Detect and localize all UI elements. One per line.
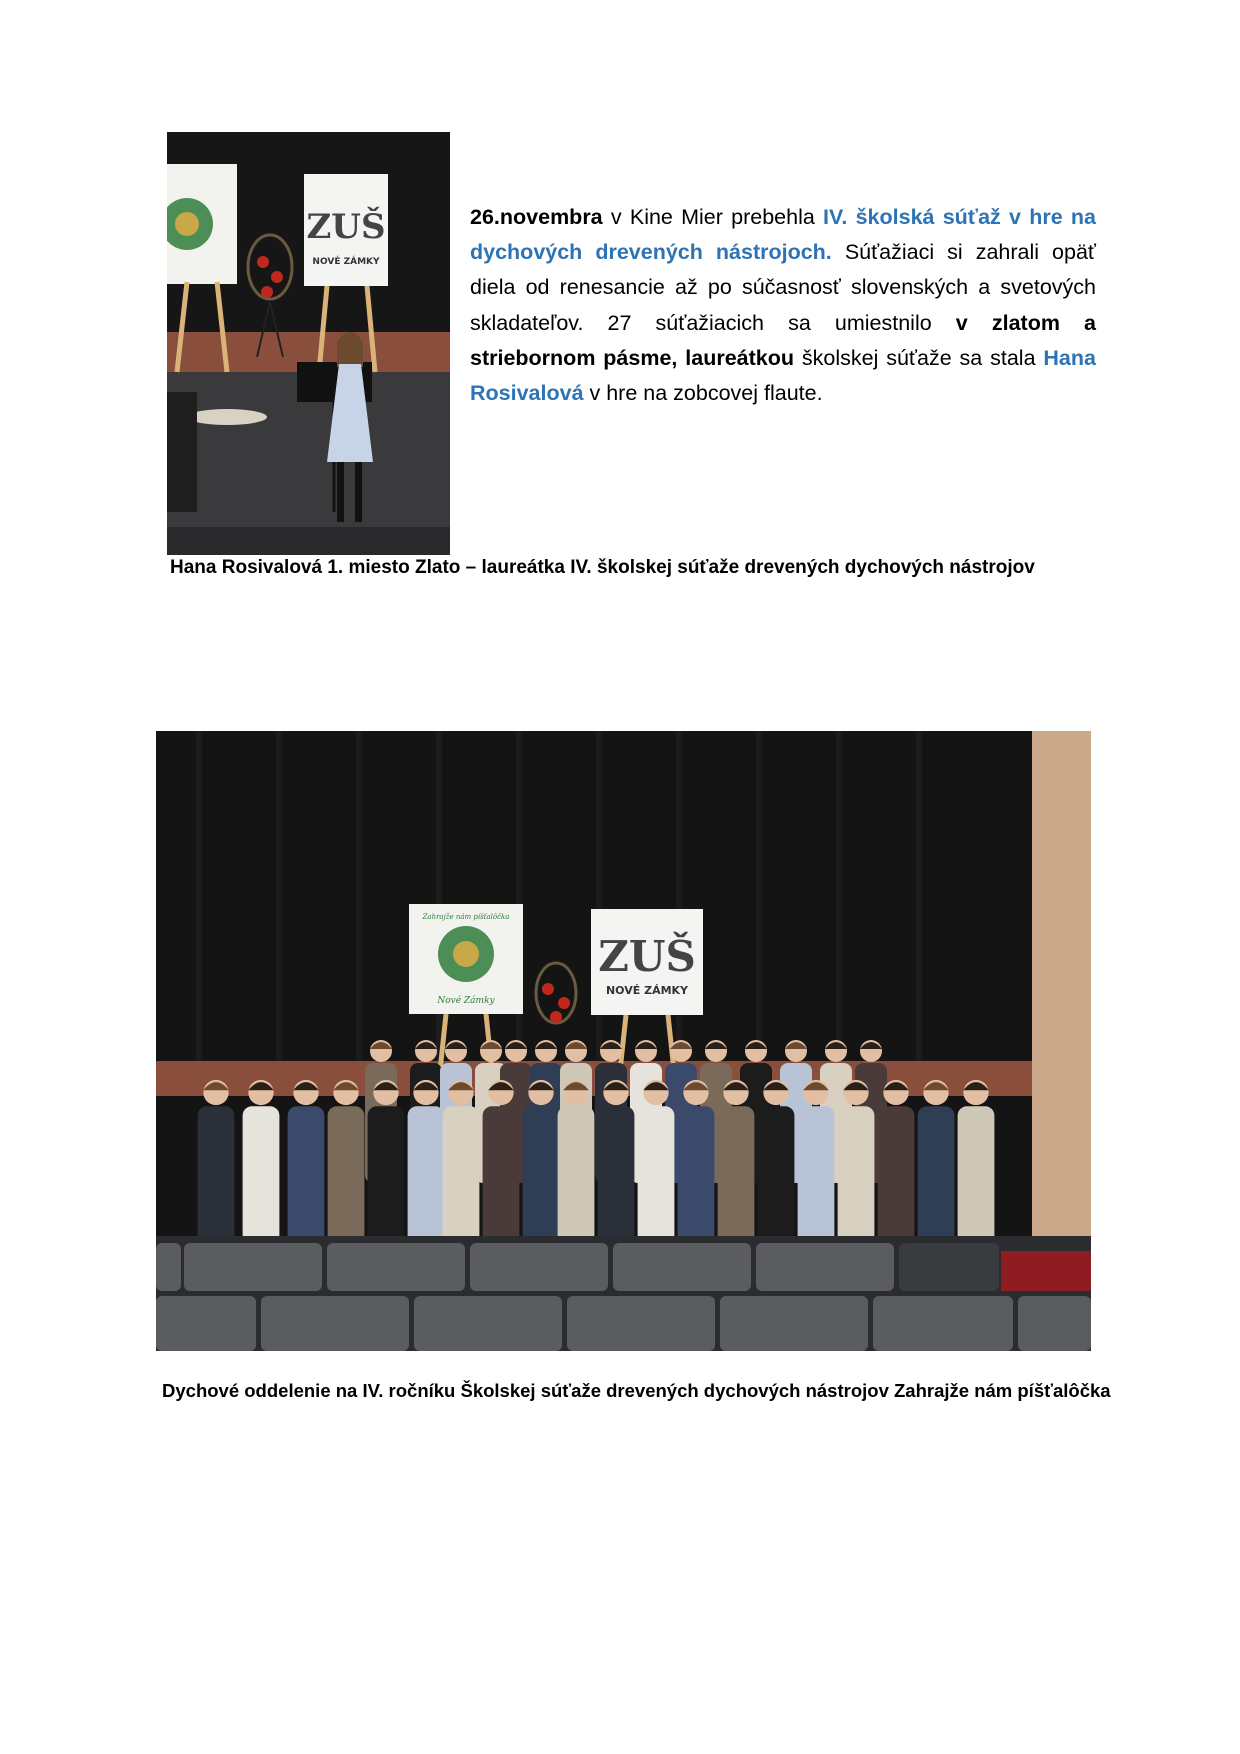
article-text: v hre na zobcovej flaute.	[583, 381, 823, 406]
zus-logo-text: ZUŠ	[306, 207, 386, 247]
photo-caption: Hana Rosivalová 1. miesto Zlato – laureátka IV. školskej súťaže drevených dychových nástrojov	[170, 557, 1035, 578]
article-paragraph	[470, 200, 1096, 411]
festival-city-text: Nové Zámky	[437, 996, 495, 1006]
performer-photo	[167, 132, 450, 555]
article-text: školskej súťaže sa stala	[794, 345, 1044, 370]
audience-seats	[156, 1236, 1091, 1351]
article-text: v Kine Mier prebehla	[602, 205, 824, 229]
laureate-label: laureátkou	[685, 345, 795, 370]
laureate-name: Hana Rosivalová	[470, 345, 1096, 406]
article-text: Súťažiaci si zahrali opäť diela od renesancie až po súčasnosť slovenských a svetových skladateľov. 27 súťažiacich sa umiestnilo	[470, 240, 1096, 335]
competition-name: IV. školská súťaž v hre na dychových drevených nástrojoch.	[470, 205, 1096, 265]
group-photo	[156, 731, 1091, 1351]
article-date: 26.novembra	[470, 205, 603, 229]
zus-city-text: NOVÉ ZÁMKY	[605, 984, 689, 997]
zus-city-text: NOVÉ ZÁMKY	[312, 257, 380, 267]
award-bands: v zlatom a striebornom pásme,	[470, 310, 1096, 370]
festival-arc-text: Zahrajže nám píšťalôčka	[422, 913, 510, 921]
photo-caption: Dychové oddelenie na IV. ročníku Školskej súťaže drevených dychových nástrojov Zahrajže nám píšťalôčka	[162, 1380, 1111, 1401]
zus-logo-text: ZUŠ	[598, 932, 696, 981]
